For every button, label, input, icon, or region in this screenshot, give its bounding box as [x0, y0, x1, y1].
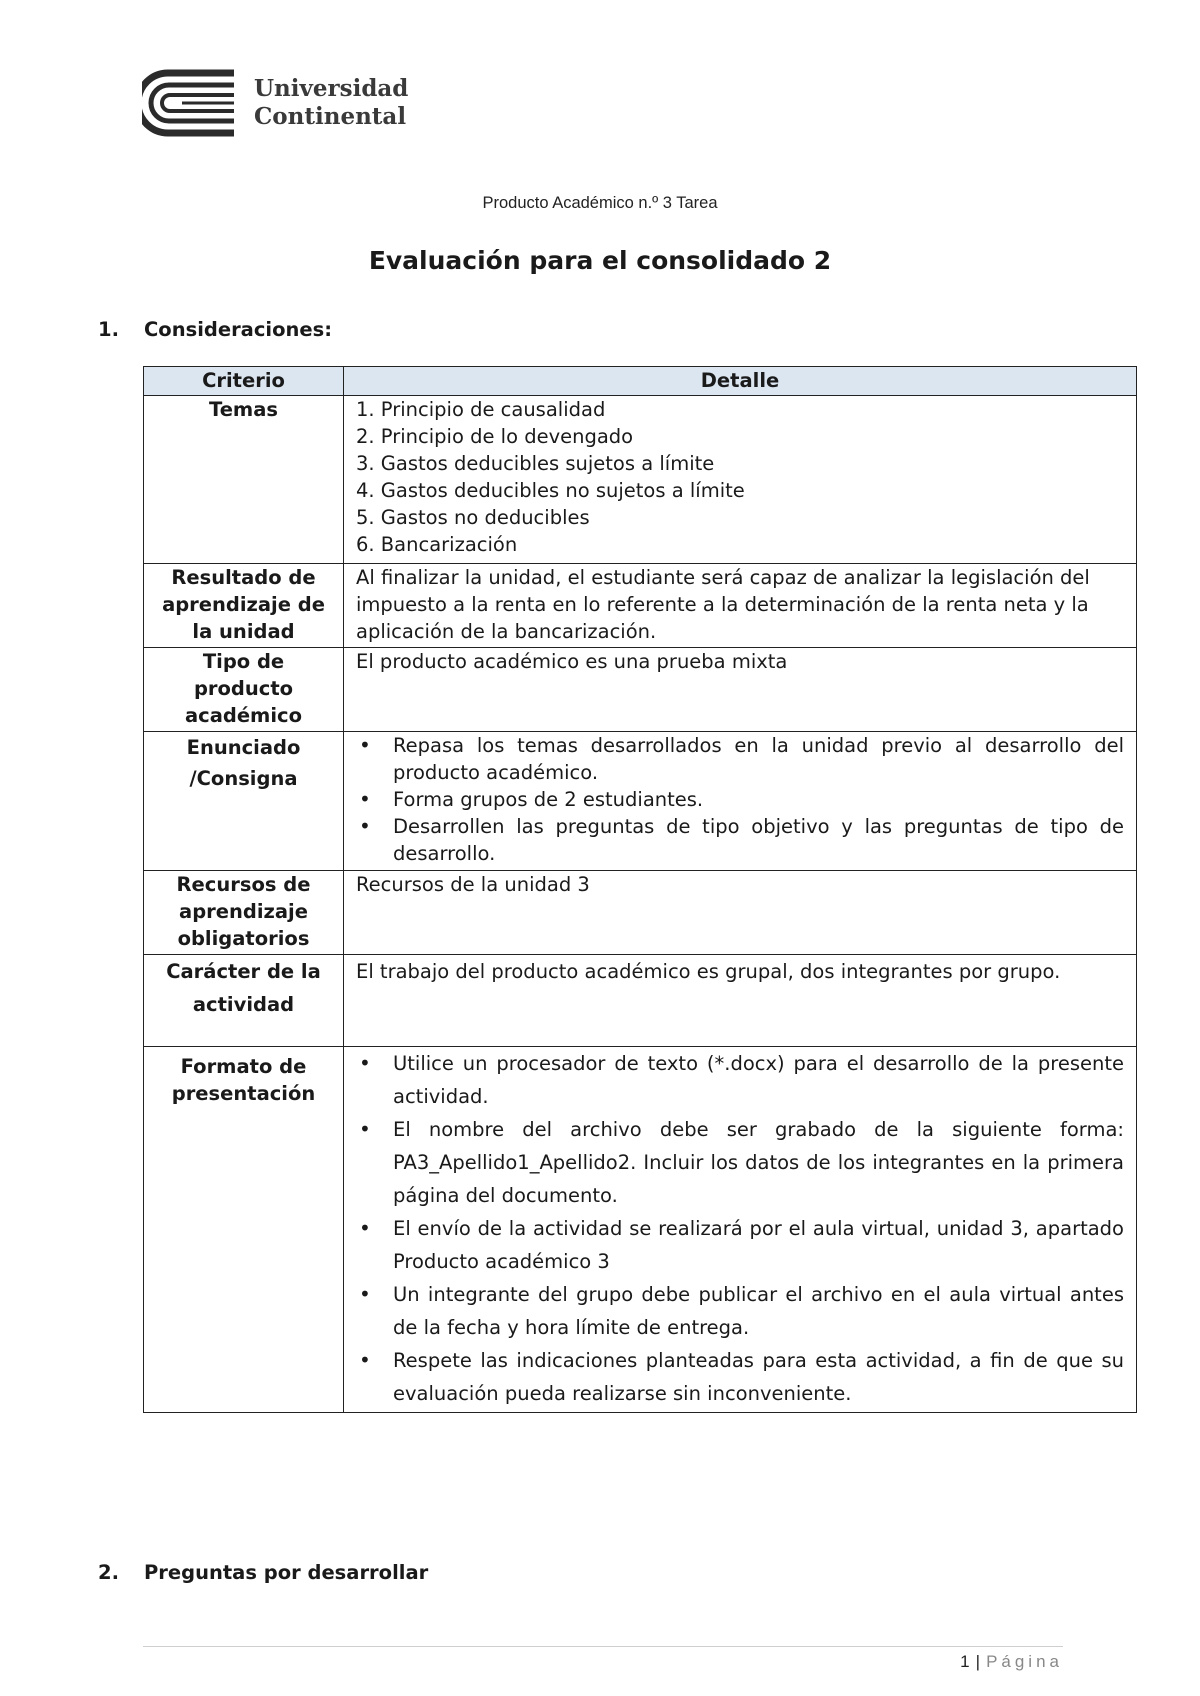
list-item: • El envío de la actividad se realizará por el aula virtual, unidad 3, apartado Producto académico 3 — [393, 1212, 1124, 1278]
list-item: 2. Principio de lo devengado — [356, 425, 634, 448]
page-number: 1 — [960, 1652, 970, 1671]
list-item: 5. Gastos no deducibles — [356, 506, 590, 529]
table-row — [144, 1047, 1137, 1413]
topics-list — [356, 396, 1124, 558]
continental-logo-icon — [142, 68, 238, 138]
section-number: 1. — [98, 318, 119, 341]
table-row — [144, 396, 1137, 564]
table-header-row — [144, 367, 1137, 396]
list-item: • Respete las indicaciones planteadas para esta actividad, a fin de que su evaluación pueda realizarse sin inconveniente. — [393, 1344, 1124, 1410]
section-title: Consideraciones: — [144, 318, 332, 341]
criteria-table — [143, 366, 1137, 1413]
criterio-cell: Resultado de aprendizaje de la unidad — [144, 564, 344, 648]
section-title: Preguntas por desarrollar — [144, 1561, 429, 1584]
list-item: 3. Gastos deducibles sujetos a límite — [356, 452, 715, 475]
format-list — [356, 1047, 1124, 1410]
detalle-cell: El trabajo del producto académico es grupal, dos integrantes por grupo. — [344, 955, 1137, 1047]
criterio-cell: Temas — [144, 396, 344, 564]
table-row — [144, 564, 1137, 648]
table-row — [144, 871, 1137, 955]
document-title: Evaluación para el consolidado 2 — [368, 246, 832, 275]
logo-text-line1: Universidad — [254, 75, 409, 102]
header-criterio: Criterio — [144, 367, 344, 396]
list-item: 4. Gastos deducibles no sujetos a límite — [356, 479, 745, 502]
criterio-cell: Enunciado /Consigna — [144, 732, 344, 871]
list-item: • Desarrollen las preguntas de tipo objetivo y las preguntas de tipo de desarrollo. — [393, 813, 1124, 867]
table-row — [144, 955, 1137, 1047]
list-item: • Utilice un procesador de texto (*.docx) para el desarrollo de la presente actividad. — [393, 1047, 1124, 1113]
detalle-cell: Al finalizar la unidad, el estudiante será capaz de analizar la legislación del impuesto a la renta en lo referente a la determinación de la renta neta y la aplicación de la bancarización. — [344, 564, 1137, 648]
header-detalle: Detalle — [344, 367, 1137, 396]
detalle-cell: El producto académico es una prueba mixta — [344, 648, 1137, 732]
university-logo — [142, 68, 408, 138]
page-footer — [960, 1652, 1063, 1672]
detalle-cell: Recursos de la unidad 3 — [344, 871, 1137, 955]
detalle-cell — [344, 732, 1137, 871]
detalle-cell — [344, 396, 1137, 564]
footer-divider — [143, 1646, 1063, 1647]
section-heading-1 — [98, 318, 332, 341]
list-item: 6. Bancarización — [356, 533, 518, 556]
document-subtitle: Producto Académico n.º 3 Tarea — [482, 194, 718, 212]
logo-text-line2: Continental — [254, 103, 407, 130]
instructions-list — [356, 732, 1124, 867]
list-item: • Forma grupos de 2 estudiantes. — [393, 786, 1124, 813]
list-item: • Un integrante del grupo debe publicar el archivo en el aula virtual antes de la fecha y hora límite de entrega. — [393, 1278, 1124, 1344]
table-row — [144, 648, 1137, 732]
criterio-cell: Carácter de la actividad — [144, 955, 344, 1047]
list-item: • El nombre del archivo debe ser grabado de la siguiente forma: PA3_Apellido1_Apellido2. Incluir los datos de los integrantes en la primera página del documento. — [393, 1113, 1124, 1212]
list-item: • Repasa los temas desarrollados en la unidad previo al desarrollo del producto académico. — [393, 732, 1124, 786]
section-number: 2. — [98, 1561, 119, 1584]
criterio-cell: Formato de presentación — [144, 1047, 344, 1413]
list-item: 1. Principio de causalidad — [356, 398, 606, 421]
criterio-cell: Recursos de aprendizaje obligatorios — [144, 871, 344, 955]
criterio-cell: Tipo de producto académico — [144, 648, 344, 732]
footer-separator: | — [975, 1652, 981, 1671]
detalle-cell — [344, 1047, 1137, 1413]
table-row — [144, 732, 1137, 871]
page-label: Página — [986, 1652, 1063, 1671]
section-heading-2 — [98, 1561, 428, 1584]
